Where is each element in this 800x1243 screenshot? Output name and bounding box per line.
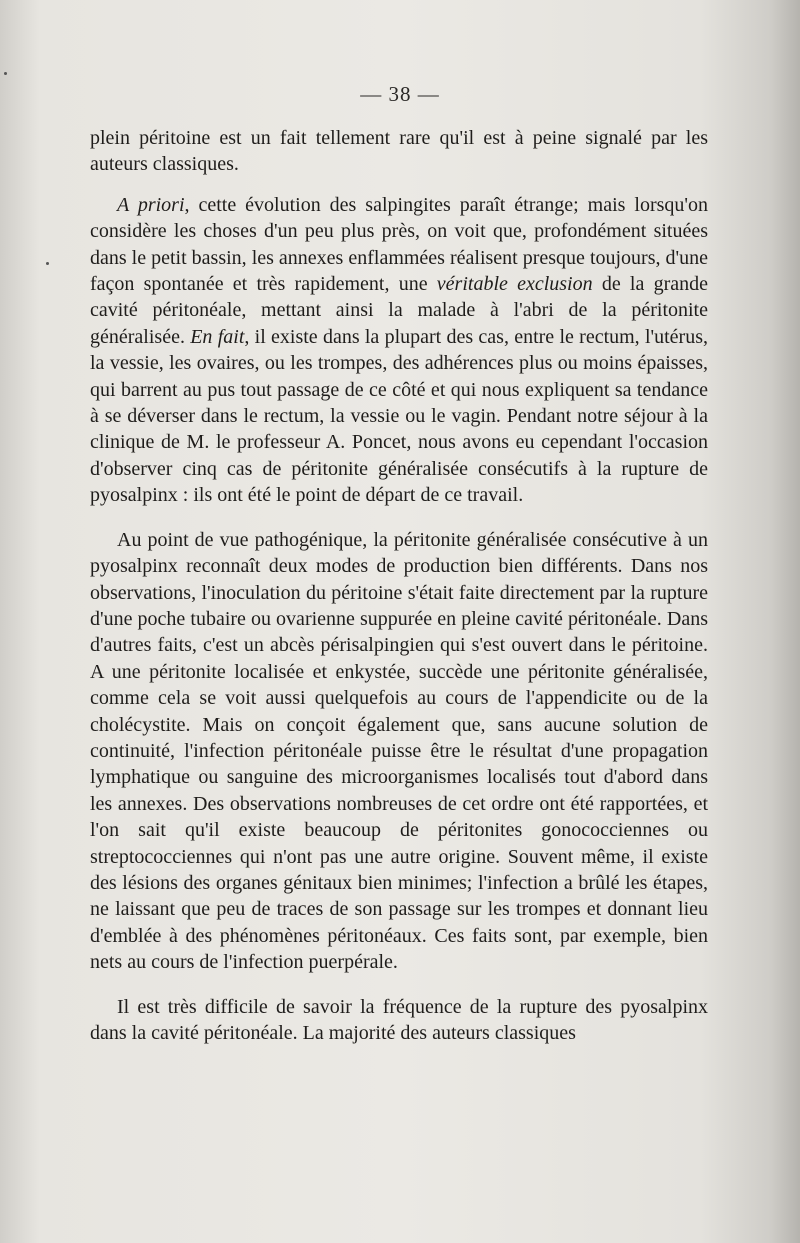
veritable-exclusion-italic: véritable exclusion	[436, 273, 593, 296]
scan-speck	[46, 262, 49, 265]
paragraph-4-text: Il est très difficile de savoir la fréquence de la rupture des pyosalpinx dans la cavité péritonéale. La majorité des auteurs classiques	[90, 995, 708, 1044]
paragraph-2-part-2: de la grande cavité péritonéale, mettant ainsi la malade à l'abri de la péritonite généralisée.	[90, 273, 708, 348]
paragraph-2-part-3: , il existe dans la plupart des cas, entre le rectum, l'utérus, la vessie, les ovaires, ou les trompes, des adhérences plus ou moins épaisses, qui barrent au pus tout passage de ce côté et qui nous expliquent sa tendance à se déverser dans le rectum, la vessie ou le vagin. Pendant notre séjour à la clinique de M. le professeur A. Poncet, nous avons eu cependant l'occasion d'observer cinq cas de péritonite généralisée consécutifs à la rupture de pyosalpinx : ils ont été le point de départ de ce travail.	[90, 325, 708, 507]
paragraph-1-text: plein péritoine est un fait tellement rare qu'il est à peine signalé par les auteurs classiques.	[90, 127, 708, 176]
paragraph-4	[90, 994, 708, 1047]
paragraph-3	[90, 527, 708, 976]
paragraph-2	[90, 192, 708, 509]
paragraph-3-text: Au point de vue pathogénique, la péritonite généralisée consécutive à un pyosalpinx reconnaît deux modes de production bien différents. Dans nos observations, l'inoculation du péritoine s'était faite directement par la rupture d'une poche tubaire ou ovarienne suppurée en pleine cavité péritonéale. Dans d'autres faits, c'est un abcès périsalpingien qui s'est ouvert dans le péritoine. A une péritonite localisée et enkystée, succède une péritonite généralisée, comme cela se voit aussi quelquefois au cours de l'appendicite ou de la cholécystite. Mais on conçoit également que, sans aucune solution de continuité, l'infection péritonéale puisse être le résultat d'une propagation lymphatique ou sanguine des microorganismes localisés tout d'abord dans les annexes. Des observations nombreuses de cet ordre ont été rapportées, et l'on sait qu'il existe beaucoup de péritonites gonococciennes ou streptococciennes qui n'ont pas une autre origine. Souvent même, il existe des lésions des organes génitaux bien minimes; l'infection a brûlé les étapes, ne laissant que peu de traces de son passage sur les trompes et donnant lieu d'emblée à des phénomènes péritonéaux. Ces faits sont, par exemple, bien nets au cours de l'infection puerpérale.	[90, 528, 708, 974]
paragraph-2-part-1: , cette évolution des salpingites paraît étrange; mais lorsqu'on considère les choses d'un peu plus près, on voit que, profondément situées dans le petit bassin, les annexes enflammées réalisent presque toujours, d'une façon spontanée et très rapidement, une	[90, 193, 708, 296]
body-text	[90, 125, 708, 1064]
a-priori-italic: A priori	[117, 193, 185, 216]
paragraph-1	[90, 125, 708, 178]
scan-speck	[4, 72, 7, 75]
en-fait-italic: En fait	[190, 325, 245, 348]
page-number: — 38 —	[360, 82, 440, 106]
